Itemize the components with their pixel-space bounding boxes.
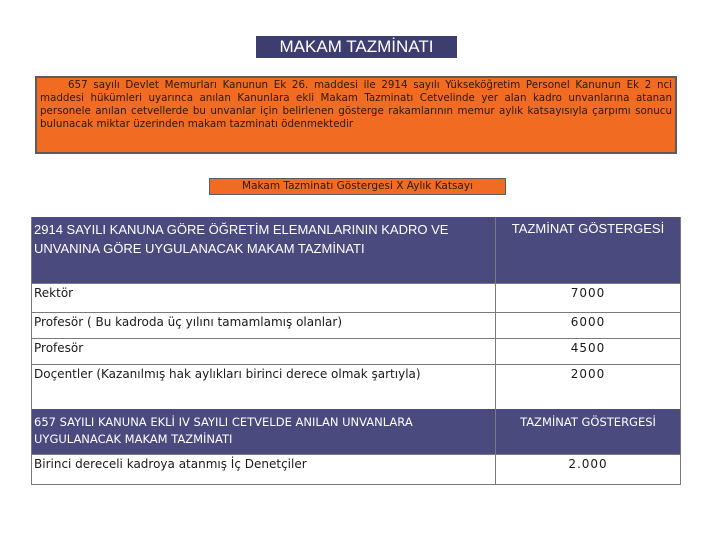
table2-header-indicator: TAZMİNAT GÖSTERGESİ: [495, 409, 681, 454]
table-column-divider: [495, 217, 496, 484]
table1-header-title: 2914 SAYILI KANUNA GÖRE ÖĞRETİM ELEMANLARININ KADRO VE UNVANINA GÖRE UYGULANACAK MAKAM TAZMİNATI: [31, 217, 495, 283]
table-border-bottom: [31, 484, 681, 485]
table-row: [31, 454, 681, 484]
table-row: [31, 312, 681, 338]
row-label: Rektör: [34, 286, 74, 300]
row-value: 2000: [570, 367, 606, 381]
table2-header-title: 657 SAYILI KANUNA EKLİ IV SAYILI CETVELDE ANILAN UNVANLARA UYGULANACAK MAKAM TAZMİNATI: [31, 409, 495, 454]
row-label: Profesör ( Bu kadroda üç yılını tamamlamış olanlar): [34, 315, 343, 329]
table-border-left: [31, 217, 32, 484]
formula-label: Makam Tazminatı Göstergesi X Aylık Katsayı: [209, 178, 506, 195]
table1-header-indicator: TAZMİNAT GÖSTERGESİ: [495, 217, 681, 283]
table-row: [31, 338, 681, 364]
table-row: [31, 283, 681, 312]
row-label: Doçentler (Kazanılmış hak aylıkları birinci derece olmak şartıyla): [34, 367, 421, 381]
row-value: 7000: [570, 286, 606, 300]
table-row: [31, 364, 681, 409]
row-value: 6000: [570, 315, 606, 329]
intro-paragraph: 657 sayılı Devlet Memurları Kanunun Ek 26. maddesi ile 2914 sayılı Yükseköğretim Personel Kanunun Ek 2 nci maddesi hükümleri uyarınca anılan Kanunlara ekli Makam Tazminatı Cetvelinde yer alan kadro unvanlarına atanan personele anılan cetvellerde bu unvanlar için belirlenen gösterge rakamlarının memur aylık katsayısıyla çarpımı sonucu bulunacak miktar üzerinden makam tazminatı ödenmektedir: [35, 76, 677, 154]
table-border-right: [680, 217, 681, 484]
page-title: MAKAM TAZMİNATI: [256, 36, 457, 58]
row-label: Profesör: [34, 341, 84, 355]
row-value: 2.000: [568, 457, 608, 471]
row-label: Birinci dereceli kadroya atanmış İç Denetçiler: [34, 457, 307, 471]
row-value: 4500: [570, 341, 606, 355]
